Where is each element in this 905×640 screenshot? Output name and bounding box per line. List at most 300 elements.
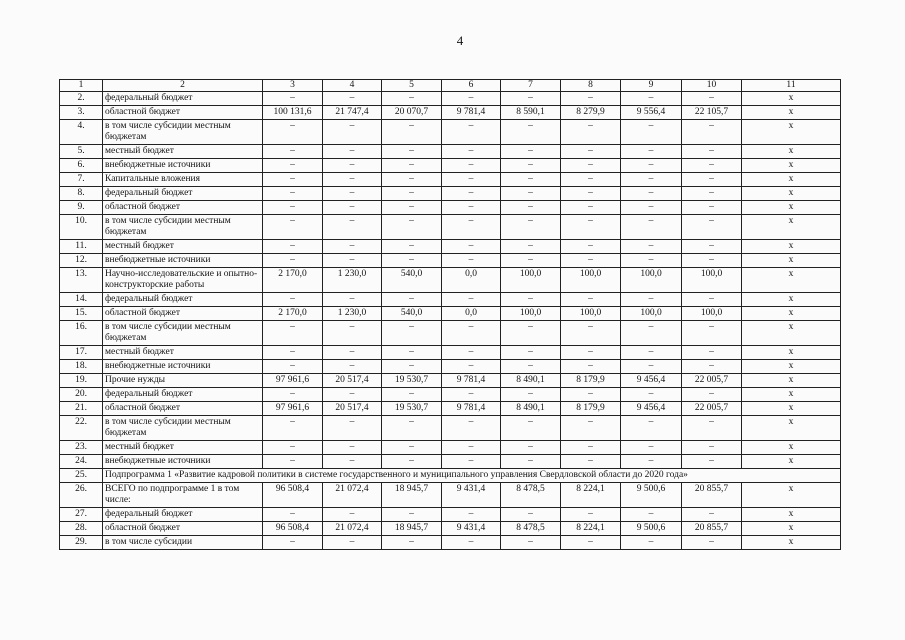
value-cell: – [561,321,621,346]
table-row [60,536,841,550]
row-name: местный бюджет [103,240,263,254]
value-cell: – [382,173,442,187]
value-cell: – [682,455,742,469]
table-row [60,455,841,469]
value-cell: 22 005,7 [682,374,742,388]
mark-cell: x [742,201,841,215]
value-cell: – [682,187,742,201]
value-cell: – [621,201,682,215]
row-number: 13. [60,268,103,293]
row-number: 28. [60,522,103,536]
value-cell: – [263,254,323,268]
row-name: внебюджетные источники [103,254,263,268]
value-cell: – [442,187,501,201]
value-cell: 100,0 [621,307,682,321]
value-cell: 22 105,7 [682,106,742,120]
column-number-row [60,80,841,92]
column-number: 11 [742,80,841,92]
value-cell: 100,0 [561,268,621,293]
row-name: в том числе субсидии [103,536,263,550]
value-cell: – [263,159,323,173]
value-cell: – [382,388,442,402]
value-cell: 2 170,0 [263,307,323,321]
mark-cell: x [742,307,841,321]
row-name: областной бюджет [103,106,263,120]
row-name: Капитальные вложения [103,173,263,187]
mark-cell: x [742,321,841,346]
mark-cell: x [742,416,841,441]
value-cell: – [382,293,442,307]
mark-cell: x [742,455,841,469]
value-cell: – [263,215,323,240]
value-cell: – [561,254,621,268]
value-cell: – [561,215,621,240]
value-cell: – [382,508,442,522]
column-number: 10 [682,80,742,92]
value-cell: – [442,145,501,159]
value-cell: 100,0 [621,268,682,293]
value-cell: – [621,215,682,240]
row-number: 10. [60,215,103,240]
value-cell: – [501,215,561,240]
row-number: 23. [60,441,103,455]
mark-cell: x [742,106,841,120]
table-row [60,145,841,159]
value-cell: 0,0 [442,268,501,293]
row-name: внебюджетные источники [103,159,263,173]
value-cell: – [323,201,382,215]
value-cell: 8 179,9 [561,402,621,416]
column-number: 9 [621,80,682,92]
value-cell: 100,0 [501,268,561,293]
row-name: в том числе субсидии местным бюджетам [103,416,263,441]
value-cell: – [682,536,742,550]
value-cell: 9 456,4 [621,374,682,388]
value-cell: – [382,201,442,215]
value-cell: 8 478,5 [501,522,561,536]
value-cell: – [442,92,501,106]
table-row [60,416,841,441]
table-row [60,307,841,321]
value-cell: – [682,120,742,145]
mark-cell: x [742,268,841,293]
row-number: 12. [60,254,103,268]
value-cell: – [621,508,682,522]
mark-cell: x [742,173,841,187]
value-cell: – [682,508,742,522]
row-number: 17. [60,346,103,360]
value-cell: 8 179,9 [561,374,621,388]
value-cell: – [263,536,323,550]
value-cell: – [501,92,561,106]
value-cell: – [501,240,561,254]
value-cell: 20 517,4 [323,374,382,388]
table-row [60,388,841,402]
value-cell: – [323,293,382,307]
mark-cell: x [742,187,841,201]
value-cell: – [561,455,621,469]
mark-cell: x [742,254,841,268]
value-cell: – [382,254,442,268]
mark-cell: x [742,522,841,536]
row-number: 29. [60,536,103,550]
value-cell: 540,0 [382,307,442,321]
value-cell: – [561,441,621,455]
value-cell: 8 490,1 [501,374,561,388]
value-cell: 8 590,1 [501,106,561,120]
value-cell: – [442,201,501,215]
value-cell: – [621,173,682,187]
value-cell: 20 855,7 [682,522,742,536]
value-cell: – [561,388,621,402]
budget-table [59,79,841,550]
column-number: 2 [103,80,263,92]
value-cell: 21 072,4 [323,522,382,536]
table-row [60,201,841,215]
table-row [60,268,841,293]
value-cell: – [501,536,561,550]
table-row [60,346,841,360]
row-name: ВСЕГО по подпрограмме 1 в том числе: [103,483,263,508]
value-cell: – [561,536,621,550]
value-cell: 18 945,7 [382,522,442,536]
value-cell: – [323,120,382,145]
value-cell: – [263,187,323,201]
value-cell: – [682,159,742,173]
row-name: федеральный бюджет [103,187,263,201]
value-cell: 97 961,6 [263,402,323,416]
value-cell: – [323,215,382,240]
value-cell: – [561,92,621,106]
mark-cell: x [742,508,841,522]
value-cell: – [561,360,621,374]
mark-cell: x [742,215,841,240]
value-cell: – [682,215,742,240]
value-cell: 1 230,0 [323,268,382,293]
row-name: внебюджетные источники [103,455,263,469]
value-cell: – [442,254,501,268]
row-number: 3. [60,106,103,120]
value-cell: – [501,159,561,173]
value-cell: 8 224,1 [561,483,621,508]
value-cell: – [442,293,501,307]
row-number: 18. [60,360,103,374]
value-cell: – [263,388,323,402]
value-cell: – [501,360,561,374]
mark-cell: x [742,483,841,508]
value-cell: – [501,388,561,402]
value-cell: – [263,346,323,360]
mark-cell: x [742,159,841,173]
value-cell: – [621,321,682,346]
value-cell: – [263,240,323,254]
column-number: 5 [382,80,442,92]
value-cell: – [682,416,742,441]
value-cell: – [442,360,501,374]
row-number: 15. [60,307,103,321]
value-cell: – [621,455,682,469]
value-cell: – [501,254,561,268]
value-cell: – [621,388,682,402]
value-cell: – [382,441,442,455]
value-cell: – [323,159,382,173]
value-cell: – [323,441,382,455]
value-cell: 9 431,4 [442,483,501,508]
value-cell: 8 279,9 [561,106,621,120]
value-cell: – [323,145,382,159]
value-cell: – [682,240,742,254]
mark-cell: x [742,92,841,106]
value-cell: – [682,346,742,360]
table-row [60,483,841,508]
value-cell: – [323,321,382,346]
row-number: 21. [60,402,103,416]
mark-cell: x [742,346,841,360]
value-cell: – [621,293,682,307]
value-cell: – [561,293,621,307]
value-cell: – [621,416,682,441]
value-cell: – [382,360,442,374]
row-name: федеральный бюджет [103,293,263,307]
value-cell: 97 961,6 [263,374,323,388]
value-cell: – [263,145,323,159]
mark-cell: x [742,441,841,455]
value-cell: – [323,360,382,374]
table-row [60,240,841,254]
table-row [60,321,841,346]
value-cell: – [382,215,442,240]
value-cell: – [323,508,382,522]
value-cell: – [382,159,442,173]
value-cell: – [382,92,442,106]
value-cell: – [561,187,621,201]
value-cell: – [682,360,742,374]
column-number: 8 [561,80,621,92]
table-row [60,173,841,187]
value-cell: – [263,92,323,106]
row-number: 27. [60,508,103,522]
value-cell: – [442,346,501,360]
value-cell: – [382,145,442,159]
mark-cell: x [742,388,841,402]
table-row [60,469,841,483]
value-cell: 9 431,4 [442,522,501,536]
value-cell: 8 478,5 [501,483,561,508]
row-name: Научно-исследовательские и опытно-конструкторские работы [103,268,263,293]
row-number: 14. [60,293,103,307]
table-row [60,254,841,268]
value-cell: – [442,508,501,522]
row-number: 8. [60,187,103,201]
value-cell: – [442,159,501,173]
value-cell: – [323,173,382,187]
value-cell: – [263,455,323,469]
value-cell: – [682,201,742,215]
value-cell: – [501,187,561,201]
row-number: 5. [60,145,103,159]
value-cell: – [621,92,682,106]
table-row [60,441,841,455]
value-cell: – [323,240,382,254]
row-number: 16. [60,321,103,346]
row-name: областной бюджет [103,201,263,215]
value-cell: – [501,293,561,307]
row-number: 22. [60,416,103,441]
value-cell: – [442,120,501,145]
value-cell: 100,0 [682,268,742,293]
value-cell: – [442,388,501,402]
row-number: 2. [60,92,103,106]
value-cell: – [382,455,442,469]
row-number: 7. [60,173,103,187]
mark-cell: x [742,240,841,254]
mark-cell: x [742,120,841,145]
value-cell: – [442,455,501,469]
value-cell: – [621,441,682,455]
value-cell: – [382,321,442,346]
value-cell: – [501,321,561,346]
row-number: 4. [60,120,103,145]
column-number: 6 [442,80,501,92]
value-cell: – [263,173,323,187]
row-name: в том числе субсидии местным бюджетам [103,215,263,240]
value-cell: 0,0 [442,307,501,321]
value-cell: 9 500,6 [621,483,682,508]
value-cell: – [323,388,382,402]
value-cell: – [621,159,682,173]
value-cell: – [442,536,501,550]
value-cell: 100 131,6 [263,106,323,120]
row-name: областной бюджет [103,402,263,416]
value-cell: – [263,508,323,522]
value-cell: – [682,321,742,346]
value-cell: 1 230,0 [323,307,382,321]
value-cell: – [621,254,682,268]
value-cell: 21 072,4 [323,483,382,508]
value-cell: – [501,201,561,215]
value-cell: – [442,215,501,240]
value-cell: – [442,173,501,187]
row-number: 20. [60,388,103,402]
row-name: федеральный бюджет [103,388,263,402]
row-name: федеральный бюджет [103,508,263,522]
row-number: 25. [60,469,103,483]
row-name: областной бюджет [103,307,263,321]
value-cell: 540,0 [382,268,442,293]
value-cell: 21 747,4 [323,106,382,120]
value-cell: – [682,293,742,307]
value-cell: – [621,240,682,254]
row-number: 6. [60,159,103,173]
value-cell: – [323,536,382,550]
value-cell: – [323,346,382,360]
value-cell: 100,0 [561,307,621,321]
value-cell: – [263,441,323,455]
mark-cell: x [742,360,841,374]
value-cell: 20 517,4 [323,402,382,416]
row-name: областной бюджет [103,522,263,536]
value-cell: – [323,254,382,268]
value-cell: – [561,120,621,145]
value-cell: – [382,416,442,441]
table-row [60,92,841,106]
value-cell: – [442,321,501,346]
value-cell: – [263,120,323,145]
row-name: в том числе субсидии местным бюджетам [103,120,263,145]
value-cell: 96 508,4 [263,522,323,536]
value-cell: – [561,173,621,187]
value-cell: – [263,416,323,441]
value-cell: – [682,388,742,402]
value-cell: 9 781,4 [442,374,501,388]
value-cell: 19 530,7 [382,402,442,416]
column-number: 3 [263,80,323,92]
value-cell: – [442,441,501,455]
table-row [60,159,841,173]
table-row [60,120,841,145]
table-row [60,522,841,536]
value-cell: – [382,120,442,145]
value-cell: – [621,187,682,201]
value-cell: – [621,145,682,159]
value-cell: 9 556,4 [621,106,682,120]
value-cell: 20 855,7 [682,483,742,508]
row-number: 26. [60,483,103,508]
value-cell: 9 500,6 [621,522,682,536]
value-cell: – [682,92,742,106]
table-row [60,187,841,201]
value-cell: 100,0 [501,307,561,321]
row-name: местный бюджет [103,441,263,455]
value-cell: – [442,240,501,254]
value-cell: – [263,321,323,346]
table-row [60,360,841,374]
value-cell: – [323,187,382,201]
page-number: 4 [456,33,464,48]
value-cell: – [561,346,621,360]
value-cell: – [442,416,501,441]
value-cell: 96 508,4 [263,483,323,508]
table-row [60,293,841,307]
value-cell: – [501,455,561,469]
value-cell: 2 170,0 [263,268,323,293]
value-cell: – [263,293,323,307]
value-cell: – [682,254,742,268]
row-name: Прочие нужды [103,374,263,388]
value-cell: – [501,508,561,522]
value-cell: – [621,536,682,550]
value-cell: – [561,416,621,441]
value-cell: – [682,441,742,455]
mark-cell: x [742,374,841,388]
value-cell: – [561,240,621,254]
value-cell: – [501,441,561,455]
table-row [60,374,841,388]
value-cell: 9 781,4 [442,106,501,120]
value-cell: – [263,201,323,215]
value-cell: 18 945,7 [382,483,442,508]
mark-cell: x [742,293,841,307]
value-cell: 9 456,4 [621,402,682,416]
table-row [60,402,841,416]
value-cell: – [561,201,621,215]
value-cell: – [501,120,561,145]
column-number: 4 [323,80,382,92]
row-number: 11. [60,240,103,254]
table-row [60,215,841,240]
value-cell: – [561,145,621,159]
value-cell: 9 781,4 [442,402,501,416]
